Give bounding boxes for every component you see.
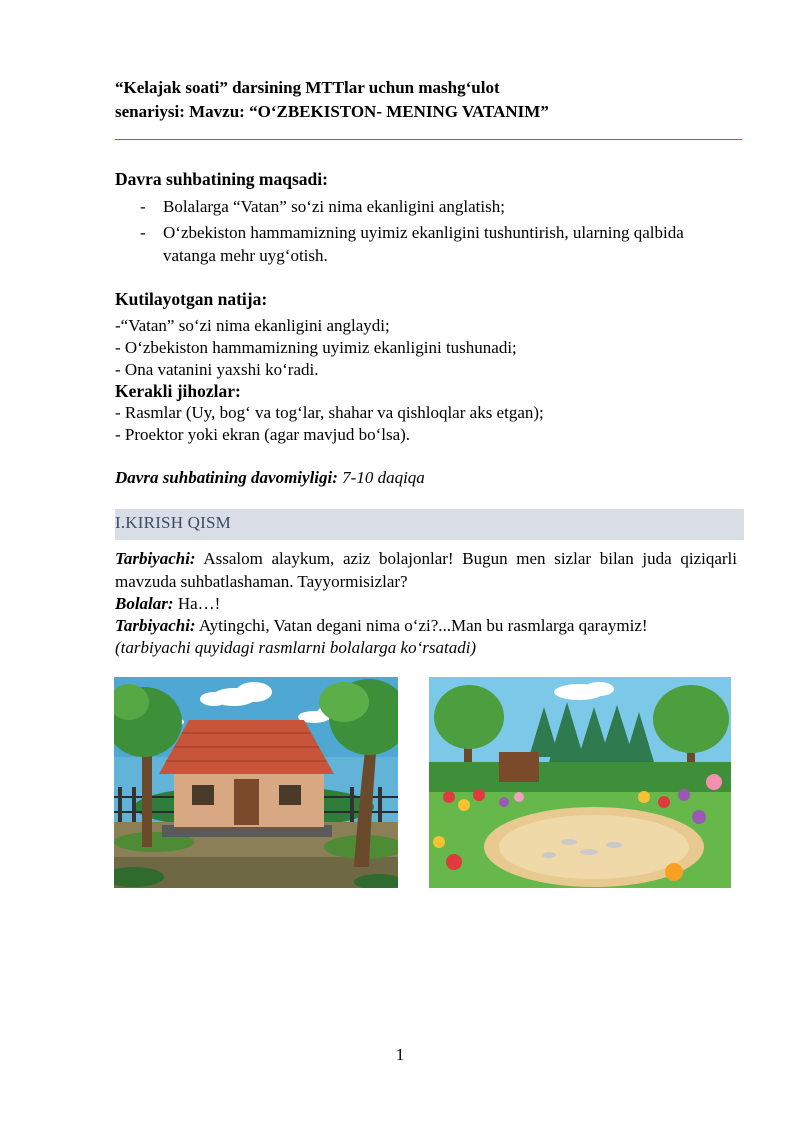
goal-heading: Davra suhbatining maqsadi: — [115, 169, 328, 189]
duration-label: Davra suhbatining davomiyligi: — [115, 468, 338, 487]
section-heading-bar — [115, 509, 744, 540]
result-item-3: - Ona vatanini yaxshi ko‘radi. — [115, 360, 319, 379]
title-divider — [115, 139, 742, 140]
dialog-note: (tarbiyachi quyidagi rasmlarni bolalarga ko‘rsatadi) — [115, 638, 477, 657]
duration-line — [115, 467, 425, 489]
result-heading: Kutilayotgan natija: — [115, 289, 268, 309]
title-line-1: “Kelajak soati” darsining MTTlar uchun mashg‘ulot — [115, 78, 500, 97]
duration-value: 7-10 daqiqa — [337, 468, 425, 487]
document-title — [115, 76, 742, 124]
house-illustration — [114, 677, 398, 888]
result-item-1: -“Vatan” so‘zi nima ekanligini anglaydi; — [115, 316, 390, 335]
page-number: 1 — [395, 1045, 405, 1064]
equipment-item-2: - Proektor yoki ekran (agar mavjud bo‘lsa). — [115, 425, 411, 444]
title-line-2: senariysi: Mavzu: “O‘ZBEKISTON- MENING VATANIM” — [115, 102, 549, 121]
dialog-teacher-1: Tarbiyachi: Assalom alaykum, aziz bolajonlar! Bugun men sizlar bilan juda qiziqarli mavzuda suhbatlashaman. Tayyormisizlar? — [115, 549, 737, 591]
equipment-heading: Kerakli jihozlar: — [115, 381, 241, 401]
section-heading: I.KIRISH QISM — [115, 513, 231, 532]
dialog-teacher-2: Tarbiyachi: Aytingchi, Vatan degani nima o‘zi?...Man bu rasmlarga qaraymiz! — [115, 616, 648, 635]
dialog-children: Bolalar: Ha…! — [115, 594, 221, 613]
result-item-2: - O‘zbekiston hammamizning uyimiz ekanligini tushunadi; — [115, 338, 517, 357]
equipment-item-1: - Rasmlar (Uy, bog‘ va tog‘lar, shahar va qishloqlar aks etgan); — [115, 403, 544, 422]
garden-illustration — [429, 677, 731, 888]
